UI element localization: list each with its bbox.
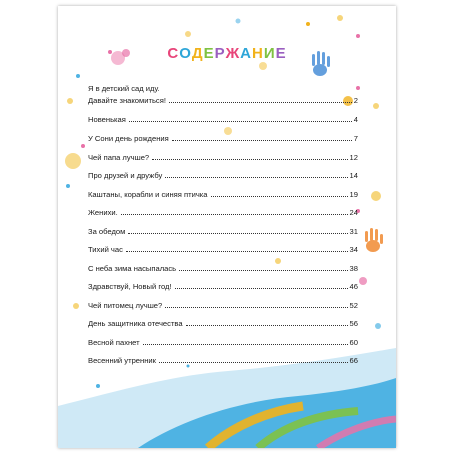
toc-entry-title: Женихи.	[88, 208, 118, 217]
title-letter: Д	[191, 45, 204, 62]
toc-entry-title: Про друзей и дружбу	[88, 171, 163, 180]
title-letter: И	[263, 45, 276, 62]
toc-entry-title: За обедом	[88, 227, 126, 236]
dot-leader	[129, 121, 352, 122]
dot-leader	[165, 177, 347, 178]
title-letter: Р	[214, 45, 226, 62]
title-letter: О	[179, 45, 192, 62]
dot-leader	[179, 270, 347, 271]
intro-line: Я в детский сад иду.	[88, 84, 160, 93]
dot-leader	[172, 140, 352, 141]
toc-entry[interactable]	[88, 96, 358, 105]
toc-entry-page: 52	[349, 301, 358, 310]
toc-entry[interactable]	[88, 171, 358, 180]
dot-leader	[143, 344, 348, 345]
toc-entry[interactable]	[88, 264, 358, 273]
toc-entry-page: 19	[349, 190, 358, 199]
toc-entry-page: 56	[349, 319, 358, 328]
toc-entry-page: 66	[349, 356, 358, 365]
toc-entry-page: 12	[349, 153, 358, 162]
dot-leader	[175, 288, 348, 289]
title-letter: А	[240, 45, 252, 62]
title-letter: Е	[275, 45, 287, 62]
toc-entry[interactable]	[88, 115, 358, 124]
dot-leader	[186, 325, 348, 326]
dot-leader	[128, 233, 347, 234]
title-letter: Н	[252, 45, 264, 62]
toc-entry[interactable]	[88, 245, 358, 254]
title-letter: С	[167, 45, 180, 62]
toc-entry[interactable]	[88, 153, 358, 162]
dot-leader	[169, 102, 352, 103]
book-page	[58, 6, 396, 448]
toc-entry-title: Весной пахнет	[88, 338, 140, 347]
toc-entry-title: У Сони день рождения	[88, 134, 169, 143]
toc-entry[interactable]	[88, 227, 358, 236]
toc-entry-page: 31	[349, 227, 358, 236]
toc-entry-title: Здравствуй, Новый год!	[88, 282, 172, 291]
toc-entry-page: 24	[349, 208, 358, 217]
title-letter: Е	[203, 45, 215, 62]
toc-entry-page: 46	[349, 282, 358, 291]
dot-leader	[126, 251, 348, 252]
toc-entry[interactable]	[88, 319, 358, 328]
toc-entry-page: 34	[349, 245, 358, 254]
toc-entry-title: Новенькая	[88, 115, 126, 124]
toc-entry-page: 60	[349, 338, 358, 347]
hand-print-orange	[365, 228, 383, 252]
toc-entry-page: 38	[349, 264, 358, 273]
toc-entry-page: 4	[353, 115, 358, 124]
dot-leader	[165, 307, 347, 308]
page-title	[58, 45, 396, 62]
toc-entry[interactable]	[88, 301, 358, 310]
toc-entry[interactable]	[88, 190, 358, 199]
dot-leader	[159, 362, 348, 363]
dot-leader	[121, 214, 348, 215]
toc-entry-title: День защитника отечества	[88, 319, 183, 328]
dot-leader	[211, 196, 348, 197]
toc-entry-title: Чей питомец лучше?	[88, 301, 163, 310]
toc-entry-page: 14	[349, 171, 358, 180]
toc-entry[interactable]	[88, 208, 358, 217]
title-letter: Ж	[225, 45, 241, 62]
toc-entry[interactable]	[88, 134, 358, 143]
toc-entry-title: Каштаны, корабли и синяя птичка	[88, 190, 208, 199]
toc-entry-page: 7	[353, 134, 358, 143]
toc-entry-page: 2	[353, 96, 358, 105]
toc-entry-title: Тихий час	[88, 245, 123, 254]
toc-entry-title: Чей папа лучше?	[88, 153, 150, 162]
toc-entry[interactable]	[88, 356, 358, 365]
toc-entry[interactable]	[88, 282, 358, 291]
toc-entry[interactable]	[88, 338, 358, 347]
dot-leader	[152, 159, 347, 160]
toc-entry-title: Давайте знакомиться!	[88, 96, 166, 105]
toc-entry-title: Весенний утренник	[88, 356, 156, 365]
toc-entry-title: С неба зима насыпалась	[88, 264, 177, 273]
